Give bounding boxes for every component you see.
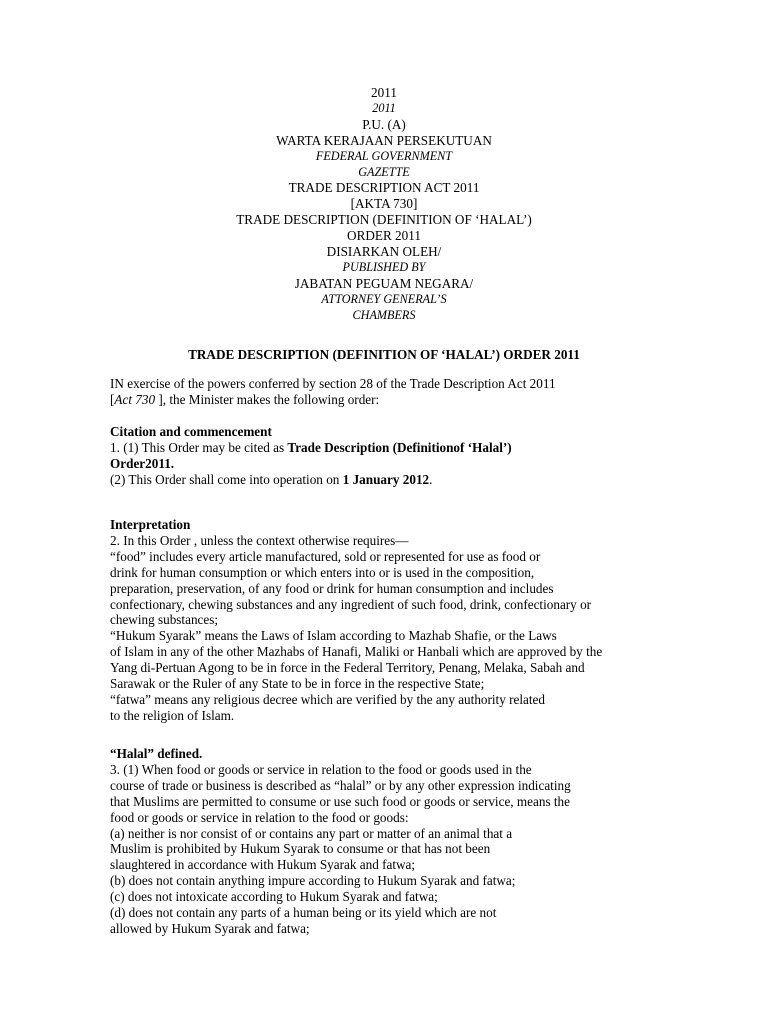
halal-line: that Muslims are permitted to consume or use such food or goods or service, means the — [110, 793, 570, 809]
interpretation-line: chewing substances; — [110, 612, 219, 628]
interpretation-line: “food” includes every article manufactured, sold or represented for use as food or — [110, 548, 541, 564]
halal-line: (c) does not intoxicate according to Hukum Syarak and fatwa; — [110, 889, 438, 905]
interpretation-line: Yang di-Pertuan Agong to be in force in the Federal Territory, Penang, Melaka, Sabah and — [110, 660, 585, 676]
halal-line: course of trade or business is described as “halal” or by any other expression indicating — [110, 777, 571, 793]
interpretation-line: of Islam in any of the other Mazhabs of Hanafi, Maliki or Hanbali which are approved by the — [110, 644, 603, 660]
commencement-period: . — [429, 471, 433, 487]
citation-section — [110, 424, 760, 488]
halal-line: Muslim is prohibited by Hukum Syarak to consume or that has not been — [110, 841, 491, 857]
header-akta: [AKTA 730] — [350, 196, 418, 212]
preamble-line-2 — [110, 392, 760, 408]
header-act: TRADE DESCRIPTION ACT 2011 — [288, 180, 480, 196]
interpretation-line: 2. In this Order , unless the context otherwise requires— — [110, 532, 409, 548]
preamble-bracket: [ — [110, 391, 115, 407]
halal-line: slaughtered in accordance with Hukum Syarak and fatwa; — [110, 857, 416, 873]
header-gazette-english-2: GAZETTE — [358, 164, 410, 179]
header-publisher-english-2: CHAMBERS — [352, 307, 416, 322]
commencement-date: 1 January 2012 — [342, 471, 430, 487]
preamble — [110, 376, 760, 408]
halal-line: 3. (1) When food or goods or service in relation to the food or goods used in the — [110, 761, 532, 777]
header-published-english: PUBLISHED BY — [342, 259, 426, 274]
preamble-rest: ], the Minister makes the following order: — [155, 391, 380, 407]
interpretation-heading: Interpretation — [110, 517, 191, 532]
citation-short-title: Trade Description (Definitionof ‘Halal’) — [287, 439, 512, 455]
citation-heading: Citation and commencement — [110, 424, 272, 439]
header-publisher-malay: JABATAN PEGUAM NEGARA/ — [294, 275, 474, 291]
halal-line: allowed by Hukum Syarak and fatwa; — [110, 920, 310, 936]
gazette-header — [0, 85, 768, 324]
header-published-malay: DISIARKAN OLEH/ — [326, 244, 442, 260]
interpretation-line: “fatwa” means any religious decree which are verified by the any authority related — [110, 691, 545, 707]
interpretation-line: preparation, preservation, of any food or drink for human consumption and includes — [110, 580, 554, 596]
halal-heading: “Halal” defined. — [110, 746, 203, 761]
commencement-text: (2) This Order shall come into operation on — [110, 471, 343, 487]
interpretation-line: drink for human consumption or which enters into or is used in the composition, — [110, 564, 535, 580]
interpretation-line: to the religion of Islam. — [110, 707, 235, 723]
header-gazette-english-1: FEDERAL GOVERNMENT — [315, 148, 453, 163]
citation-line-1 — [110, 440, 760, 456]
header-year: 2011 — [371, 85, 397, 100]
header-year-italic: 2011 — [372, 100, 396, 115]
header-order-2: ORDER 2011 — [347, 228, 421, 244]
header-publisher-english-1: ATTORNEY GENERAL’S — [321, 291, 447, 306]
halal-line: (a) neither is nor consist of or contains any part or matter of an animal that a — [110, 825, 513, 841]
preamble-line-1: IN exercise of the powers conferred by section 28 of the Trade Description Act 2011 — [110, 376, 556, 391]
halal-definition-section — [110, 746, 760, 937]
halal-line: (d) does not contain any parts of a human being or its yield which are not — [110, 905, 497, 921]
header-order-1: TRADE DESCRIPTION (DEFINITION OF ‘HALAL’) — [236, 212, 532, 228]
document-title: TRADE DESCRIPTION (DEFINITION OF ‘HALAL’) ORDER 2011 — [188, 347, 580, 362]
interpretation-line: Sarawak or the Ruler of any State to be in force in the respective State; — [110, 676, 485, 692]
header-pu: P.U. (A) — [362, 116, 406, 132]
interpretation-section — [110, 517, 760, 724]
halal-line: (b) does not contain anything impure according to Hukum Syarak and fatwa; — [110, 873, 516, 889]
citation-text: 1. (1) This Order may be cited as — [110, 439, 288, 455]
header-gazette-malay: WARTA KERAJAAN PERSEKUTUAN — [276, 132, 492, 148]
halal-line: food or goods or service in relation to the food or goods: — [110, 809, 409, 825]
citation-line-3 — [110, 472, 760, 488]
citation-line-2: Order2011. — [110, 455, 175, 471]
interpretation-line: confectionary, chewing substances and any ingredient of such food, drink, confectionary or — [110, 596, 592, 612]
interpretation-line: “Hukum Syarak” means the Laws of Islam according to Mazhab Shafie, or the Laws — [110, 628, 557, 644]
preamble-act-ref: Act 730 — [114, 391, 156, 407]
